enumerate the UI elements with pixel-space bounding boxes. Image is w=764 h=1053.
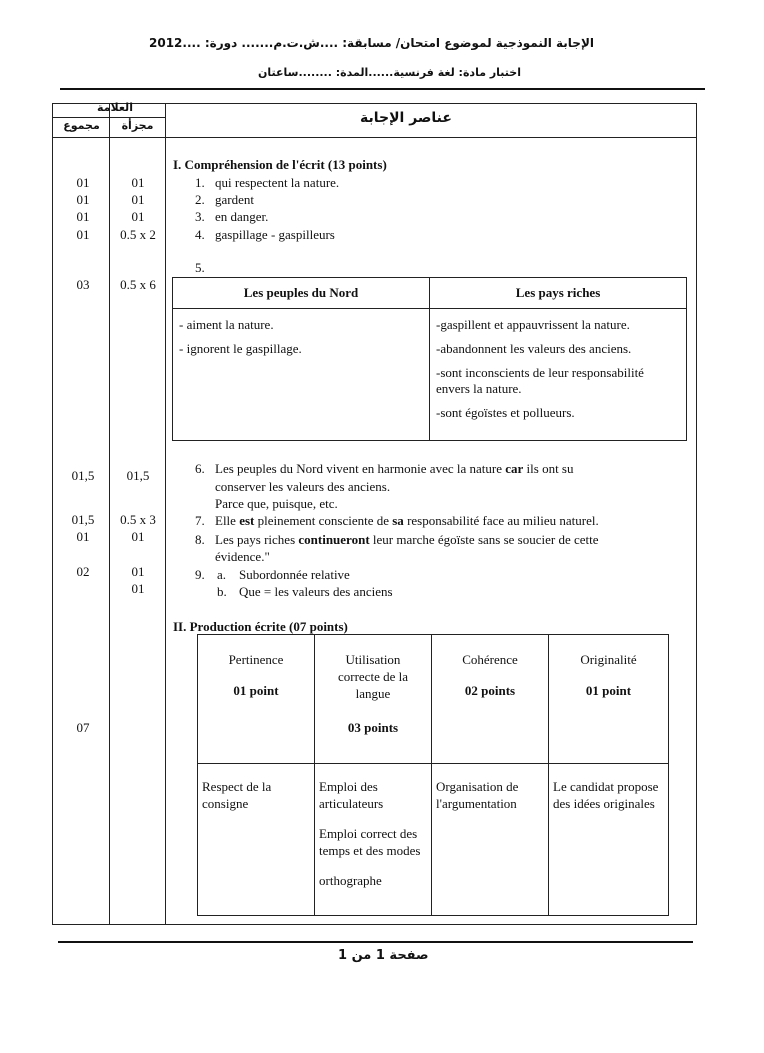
criterion-desc-item: orthographe [319,873,382,888]
criterion-points: 02 points [464,683,516,698]
q5-col2-item: -sont égoïstes et pollueurs. [436,405,575,420]
q6-total: 01,5 [71,468,95,483]
grade-header-rule [53,117,165,118]
q3-answer: en danger. [215,209,269,224]
q8-total: 01 [76,529,90,544]
q5-col1-header: Les peuples du Nord [173,278,430,309]
q5-num: 5. [195,260,205,275]
q5-col2-cell [430,309,687,441]
criterion-name: Originalité [580,652,637,667]
header-subtitle: اختبار مادة: لغة فرنسية......المدة: ........ساعتان [258,66,521,79]
q4-partial: 0.5 x 2 [120,227,156,242]
q6-text-c: ils ont su [523,461,574,476]
q6-line3: Parce que, puisque, etc. [215,496,338,511]
criterion-points: 01 point [585,683,632,698]
q5-col1-item: - aiment la nature. [179,317,274,332]
q5-comparison-table [172,277,687,441]
q5-col1-item: - ignorent le gaspillage. [179,341,302,356]
q7-num: 7. [195,513,205,528]
q7-d: sa [392,513,404,528]
q1-partial: 01 [131,175,145,190]
q7-total: 01,5 [71,512,95,527]
criterion-name: Utilisation correcte de la langue [337,652,408,701]
section2-total: 07 [76,720,90,735]
q9b-partial: 01 [131,581,145,596]
q9a-partial: 01 [131,564,145,579]
q9a-answer: Subordonnée relative [239,567,350,582]
answer-elements-header: عناصر الإجابة [360,110,452,126]
q8-b: continueront [298,532,370,547]
criterion-pertinence [198,635,315,764]
q3-num: 3. [195,209,205,224]
criterion-desc: Organisation de l'argumentation [432,764,549,916]
page-number: صفحة 1 من 1 [338,948,429,963]
footer-rule [58,941,693,943]
q6-line1 [215,461,574,477]
q9a-label: a. [217,567,227,582]
q8-line2: évidence." [215,549,270,564]
q2-partial: 01 [131,192,145,207]
q1-num: 1. [195,175,205,190]
q7-c: pleinement consciente de [254,513,393,528]
q9b-label: b. [217,584,227,599]
q8-partial: 01 [131,529,145,544]
q8-a: Les pays riches [215,532,299,547]
q6-num: 6. [195,461,205,476]
q2-num: 2. [195,192,205,207]
grade-title: العلامة [97,101,133,114]
criterion-langue [315,635,432,764]
q6-line2: conserver les valeurs des anciens. [215,479,391,494]
q6-partial: 01,5 [126,468,150,483]
criterion-desc: Respect de la consigne [198,764,315,916]
header-bottom-rule [53,137,696,138]
section2-title: II. Production écrite (07 points) [173,619,348,634]
q1-answer: qui respectent la nature. [215,175,340,190]
q3-partial: 01 [131,209,145,224]
q9-total: 02 [76,564,90,579]
header-rule [60,88,705,90]
divider-total [109,104,110,924]
q6-text-a: Les peuples du Nord vivent en harmonie avec la nature [215,461,506,476]
q8-line1 [215,532,599,548]
q7-b: est [239,513,255,528]
q9-num: 9. [195,567,205,582]
section1-title: I. Compréhension de l'écrit (13 points) [173,157,387,172]
criterion-points: 01 point [233,683,279,698]
grade-total-header: مجموع [63,119,100,132]
q5-total: 03 [76,277,90,292]
q5-col2-item: -gaspillent et appauvrissent la nature. [436,317,630,332]
criterion-desc [315,764,432,916]
criterion-name: Pertinence [228,652,284,667]
header-title: الإجابة النموذجية لموضوع امتحان/ مسابقة: ....ش.ت.م....... دورة: ....2012 [149,36,594,50]
criterion-desc-item: Emploi correct des temps et des modes [319,826,421,858]
q4-num: 4. [195,227,205,242]
criterion-name: Cohérence [462,652,518,667]
q4-total: 01 [76,227,90,242]
q7-a: Elle [215,513,240,528]
criterion-points: 03 points [347,720,399,735]
q2-answer: gardent [215,192,254,207]
q8-c: leur marche égoïste sans se soucier de cette [369,532,599,547]
q6-text-car: car [505,461,524,476]
q2-total: 01 [76,192,90,207]
criterion-coherence [432,635,549,764]
production-criteria-table [197,634,669,916]
q5-col2-item: -abandonnent les valeurs des anciens. [436,341,632,356]
q4-answer: gaspillage - gaspilleurs [215,227,335,242]
criterion-desc-item: Emploi des articulateurs [319,779,384,811]
q3-total: 01 [76,209,90,224]
q5-col1-cell [173,309,430,441]
q9b-answer: Que = les valeurs des anciens [239,584,393,599]
q7-line [215,513,599,529]
criterion-desc: Le candidat propose des idées originales [549,764,669,916]
q5-col2-header: Les pays riches [430,278,687,309]
grade-partial-header: مجزأة [121,119,154,132]
q7-partial: 0.5 x 3 [120,512,156,527]
q5-col2-item: -sont inconscients de leur responsabilité envers la nature. [436,365,644,396]
q5-partial: 0.5 x 6 [120,277,156,292]
criterion-originalite [549,635,669,764]
q7-e: responsabilité face au milieu naturel. [403,513,599,528]
q8-num: 8. [195,532,205,547]
divider-partial [165,104,166,924]
q1-total: 01 [76,175,90,190]
